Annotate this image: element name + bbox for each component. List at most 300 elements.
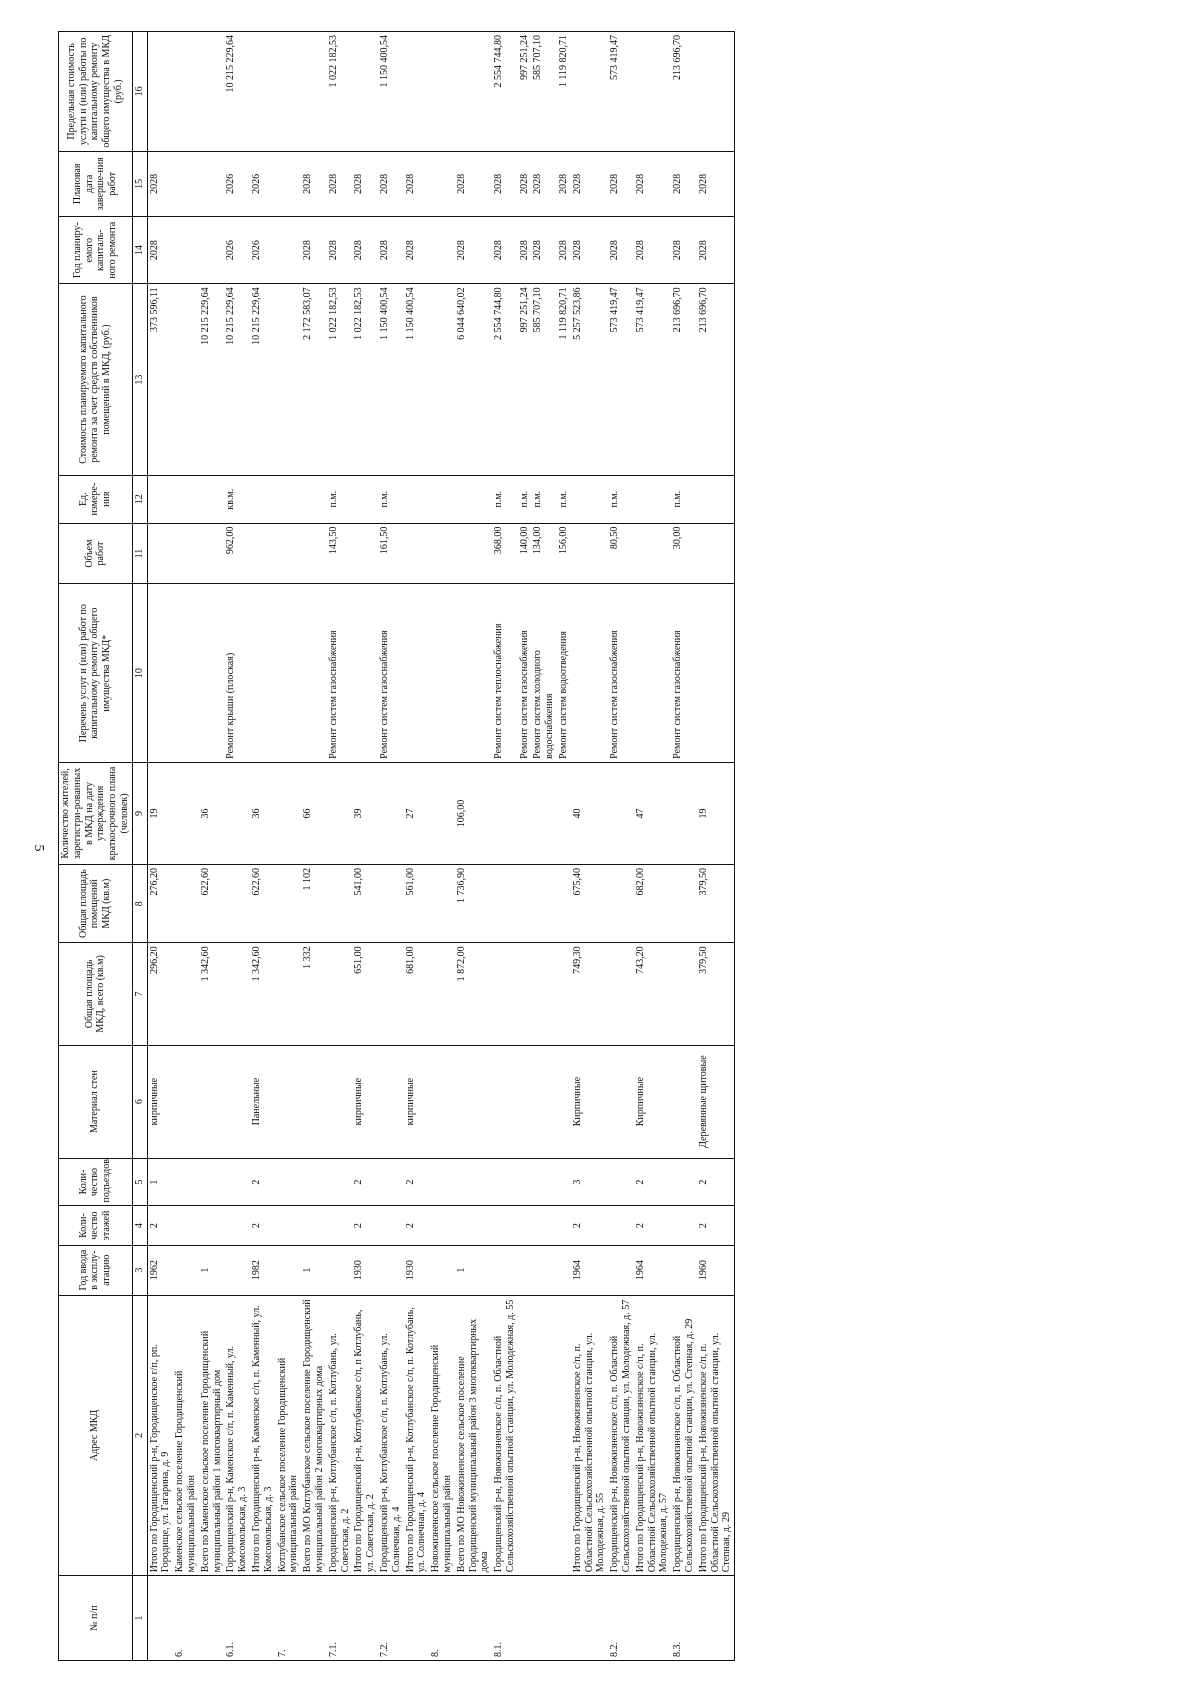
- cell-work-type: Ремонт систем газоснабжения: [671, 584, 697, 762]
- cell-completion-date: [173, 151, 199, 216]
- cell-unit: п.м.: [327, 475, 353, 523]
- cell-year-commissioned: 1982: [250, 1245, 276, 1295]
- cell-work-type: [455, 584, 492, 762]
- cell-row-number: 8.2.: [608, 1576, 634, 1661]
- cell-limit-cost: 1 022 182,53: [327, 32, 353, 152]
- cell-premises-area: [492, 865, 518, 943]
- cell-residents: [671, 762, 697, 864]
- cell-cost: 585 707,10: [531, 284, 557, 475]
- cell-year-commissioned: [492, 1245, 518, 1295]
- cell-total-area: [378, 943, 404, 1045]
- cell-volume: [571, 523, 608, 584]
- header-cell-unit: Ед. измере-ния: [59, 475, 133, 523]
- cell-repair-year: 2028: [634, 216, 671, 283]
- cell-address: Городищенский р-н, Котлубанское с/п, п. Котлубань, ул. Солнечная, д. 4: [378, 1295, 404, 1576]
- cell-year-commissioned: [276, 1245, 302, 1295]
- cell-volume: 156,00: [557, 523, 571, 584]
- cell-floors: [276, 1206, 302, 1245]
- cell-row-number: 7.2.: [378, 1576, 404, 1661]
- cell-volume: 140,00: [518, 523, 532, 584]
- cell-row-number: [571, 1576, 608, 1661]
- cell-limit-cost: [429, 32, 455, 152]
- cell-limit-cost: 1 119 820,71: [557, 32, 571, 152]
- cell-entrances: [301, 1158, 327, 1206]
- page-number: 5: [31, 844, 46, 852]
- table-row: [557, 32, 571, 1661]
- cell-wall-material: Деревянные щитовые: [697, 1045, 735, 1158]
- cell-entrances: [224, 1158, 250, 1206]
- cell-volume: 368,00: [492, 523, 518, 584]
- cell-cost: 373 596,11: [147, 284, 173, 475]
- cell-wall-material: [608, 1045, 634, 1158]
- cell-floors: [518, 1206, 532, 1245]
- cell-volume: 962,00: [224, 523, 250, 584]
- cell-completion-date: 2028: [378, 151, 404, 216]
- cell-total-area: [557, 943, 571, 1045]
- cell-row-number: [404, 1576, 430, 1661]
- cell-year-commissioned: [429, 1245, 455, 1295]
- cell-volume: [352, 523, 378, 584]
- cell-limit-cost: [276, 32, 302, 152]
- cell-entrances: [518, 1158, 532, 1206]
- cell-year-commissioned: 1: [301, 1245, 327, 1295]
- cell-repair-year: [429, 216, 455, 283]
- table-row: [173, 32, 199, 1661]
- cell-address: Всего по МО Новожизненское сельское поселение Городищенский муниципальный район 3 многоквартирных дома: [455, 1295, 492, 1576]
- header-cell-entrances: Коли-чество подъездов: [59, 1158, 133, 1206]
- cell-year-commissioned: 1: [199, 1245, 225, 1295]
- cell-entrances: [608, 1158, 634, 1206]
- cell-volume: 80,50: [608, 523, 634, 584]
- cell-wall-material: кирпичные: [352, 1045, 378, 1158]
- cell-address: Всего по Каменское сельское поселение Городищенский муниципальный район 1 многоквартирный дом: [199, 1295, 225, 1576]
- cell-cost: 2 554 744,80: [492, 284, 518, 475]
- cell-residents: 40: [571, 762, 608, 864]
- cell-entrances: [455, 1158, 492, 1206]
- cell-work-type: [276, 584, 302, 762]
- cell-residents: [608, 762, 634, 864]
- cell-residents: [173, 762, 199, 864]
- cell-unit: [455, 475, 492, 523]
- cell-floors: [224, 1206, 250, 1245]
- header-cell-repair-year: Год планиру-емого капиталь-ного ремонта: [59, 216, 133, 283]
- table-row: [455, 32, 492, 1661]
- column-number-cell: 13: [132, 284, 147, 475]
- cell-limit-cost: [404, 32, 430, 152]
- column-number-cell: 8: [132, 865, 147, 943]
- cell-completion-date: 2026: [224, 151, 250, 216]
- cell-limit-cost: 573 419,47: [608, 32, 634, 152]
- cell-cost: [276, 284, 302, 475]
- cell-floors: [608, 1206, 634, 1245]
- cell-address: Итого по Городищенский р-н, Новожизненское с/п, п. Областной Сельскохозяйственной опытной станции, ул. Молодежная, д. 55: [571, 1295, 608, 1576]
- cell-floors: 2: [147, 1206, 173, 1245]
- cell-limit-cost: [571, 32, 608, 152]
- cell-entrances: 2: [404, 1158, 430, 1206]
- cell-cost: 573 419,47: [634, 284, 671, 475]
- cell-address: Новожизненское сельское поселение Городищенский муниципальный район: [429, 1295, 455, 1576]
- cell-wall-material: [199, 1045, 225, 1158]
- header-cell-works-list: Перечень услуг и (или) работ по капитальному ремонту общего имущества МКД*: [59, 584, 133, 762]
- cell-wall-material: [378, 1045, 404, 1158]
- cell-work-type: Ремонт систем водоотведения: [557, 584, 571, 762]
- cell-row-number: [352, 1576, 378, 1661]
- cell-premises-area: [557, 865, 571, 943]
- cell-repair-year: 2028: [492, 216, 518, 283]
- cell-year-commissioned: [173, 1245, 199, 1295]
- cell-wall-material: [276, 1045, 302, 1158]
- cell-cost: [429, 284, 455, 475]
- cell-entrances: 2: [352, 1158, 378, 1206]
- column-number-cell: 2: [132, 1295, 147, 1576]
- cell-residents: [492, 762, 518, 864]
- cell-work-type: Ремонт крыши (плоская): [224, 584, 250, 762]
- cell-row-number: [301, 1576, 327, 1661]
- cell-year-commissioned: [557, 1245, 571, 1295]
- column-number-cell: 16: [132, 32, 147, 152]
- cell-limit-cost: 997 251,24: [518, 32, 532, 152]
- cell-cost: 573 419,47: [608, 284, 634, 475]
- header-cell-number: № п/п: [59, 1576, 133, 1661]
- table-row: [518, 32, 532, 1661]
- cell-residents: 106,00: [455, 762, 492, 864]
- cell-address: Всего по МО Котлубанское сельское поселение Городищенский муниципальный район 2 многоквартирных дома: [301, 1295, 327, 1576]
- cell-row-number: [697, 1576, 735, 1661]
- cell-wall-material: Кирпичные: [571, 1045, 608, 1158]
- cell-total-area: 379,50: [697, 943, 735, 1045]
- cell-floors: [455, 1206, 492, 1245]
- cell-wall-material: [492, 1045, 518, 1158]
- cell-unit: [404, 475, 430, 523]
- cell-repair-year: 2026: [250, 216, 276, 283]
- cell-work-type: [250, 584, 276, 762]
- cell-cost: 10 215 229,64: [224, 284, 250, 475]
- cell-completion-date: [429, 151, 455, 216]
- cell-unit: [352, 475, 378, 523]
- cell-year-commissioned: 1930: [404, 1245, 430, 1295]
- cell-completion-date: [199, 151, 225, 216]
- cell-floors: [429, 1206, 455, 1245]
- cell-repair-year: [276, 216, 302, 283]
- table-row: [378, 32, 404, 1661]
- column-number-cell: 4: [132, 1206, 147, 1245]
- cell-completion-date: 2028: [571, 151, 608, 216]
- header-cell-residents: Количество жителей, зарегистри-рованных в МКД на дату утверждения краткосрочного плана (человек): [59, 762, 133, 864]
- cell-residents: [557, 762, 571, 864]
- repair-plan-table: [58, 31, 735, 1661]
- cell-work-type: Ремонт систем газоснабжения: [518, 584, 532, 762]
- cell-premises-area: 561,00: [404, 865, 430, 943]
- cell-total-area: 1 332: [301, 943, 327, 1045]
- cell-volume: [199, 523, 225, 584]
- cell-total-area: 1 872,00: [455, 943, 492, 1045]
- cell-work-type: [697, 584, 735, 762]
- cell-wall-material: [429, 1045, 455, 1158]
- cell-total-area: 1 342,60: [199, 943, 225, 1045]
- cell-residents: 47: [634, 762, 671, 864]
- cell-unit: п.м.: [608, 475, 634, 523]
- cell-total-area: 681,00: [404, 943, 430, 1045]
- cell-volume: [429, 523, 455, 584]
- cell-unit: п.м.: [518, 475, 532, 523]
- cell-premises-area: [429, 865, 455, 943]
- cell-entrances: 2: [634, 1158, 671, 1206]
- cell-total-area: 1 342,60: [250, 943, 276, 1045]
- cell-floors: [671, 1206, 697, 1245]
- cell-limit-cost: 10 215 229,64: [224, 32, 250, 152]
- cell-year-commissioned: [608, 1245, 634, 1295]
- header-cell-cost: Стоимость планируемого капитального ремонта за счет средств собственников помещений в МКД, (руб.): [59, 284, 133, 475]
- cell-premises-area: 1 736,90: [455, 865, 492, 943]
- cell-volume: [147, 523, 173, 584]
- cell-cost: 1 022 182,53: [327, 284, 353, 475]
- cell-premises-area: [327, 865, 353, 943]
- cell-floors: 2: [634, 1206, 671, 1245]
- cell-limit-cost: [173, 32, 199, 152]
- table-header: [59, 32, 148, 1661]
- cell-cost: 10 215 229,64: [250, 284, 276, 475]
- cell-premises-area: [671, 865, 697, 943]
- cell-volume: [404, 523, 430, 584]
- column-number-row: [132, 32, 147, 1661]
- cell-cost: 6 044 640,02: [455, 284, 492, 475]
- cell-work-type: Ремонт систем теплоснабжения: [492, 584, 518, 762]
- cell-repair-year: 2028: [455, 216, 492, 283]
- cell-year-commissioned: 1: [455, 1245, 492, 1295]
- cell-completion-date: 2028: [671, 151, 697, 216]
- cell-unit: п.м.: [531, 475, 557, 523]
- cell-work-type: [404, 584, 430, 762]
- cell-address: Итого по Городищенский р-н, Новожизненское с/п, п. Областной Сельскохозяйственной опытной станции, ул. Молодежная, д. 57: [634, 1295, 671, 1576]
- cell-repair-year: [173, 216, 199, 283]
- cell-work-type: [199, 584, 225, 762]
- cell-total-area: 743,20: [634, 943, 671, 1045]
- column-number-cell: 14: [132, 216, 147, 283]
- cell-limit-cost: [250, 32, 276, 152]
- cell-cost: 997 251,24: [518, 284, 532, 475]
- cell-year-commissioned: 1964: [571, 1245, 608, 1295]
- cell-address: Итого по Городищенский р-н, Котлубанское с/п, п Котлубань, ул. Советская, д. 2: [352, 1295, 378, 1576]
- cell-residents: [327, 762, 353, 864]
- cell-cost: 213 696,70: [671, 284, 697, 475]
- header-row: [59, 32, 133, 1661]
- cell-limit-cost: 1 150 400,54: [378, 32, 404, 152]
- cell-cost: 1 150 400,54: [378, 284, 404, 475]
- cell-wall-material: кирпичные: [147, 1045, 173, 1158]
- cell-volume: [250, 523, 276, 584]
- cell-cost: 213 696,70: [697, 284, 735, 475]
- cell-work-type: [352, 584, 378, 762]
- table-row: [352, 32, 378, 1661]
- cell-repair-year: 2028: [557, 216, 571, 283]
- cell-address: Городищенский р-н, Каменское с/п, п. Каменный, ул. Комсомольская, д. 3: [224, 1295, 250, 1576]
- cell-total-area: 651,00: [352, 943, 378, 1045]
- cell-cost: [173, 284, 199, 475]
- cell-residents: 36: [250, 762, 276, 864]
- cell-total-area: [492, 943, 518, 1045]
- cell-floors: 2: [697, 1206, 735, 1245]
- header-cell-address: Адрес МКД: [59, 1295, 133, 1576]
- cell-year-commissioned: [531, 1245, 557, 1295]
- cell-address: Котлубанское сельское поселение Городищенский муниципальный район: [276, 1295, 302, 1576]
- cell-work-type: [571, 584, 608, 762]
- cell-floors: 2: [404, 1206, 430, 1245]
- cell-unit: п.м.: [492, 475, 518, 523]
- cell-work-type: [173, 584, 199, 762]
- cell-row-number: 8.: [429, 1576, 455, 1661]
- cell-total-area: [224, 943, 250, 1045]
- table-row: [327, 32, 353, 1661]
- cell-floors: [173, 1206, 199, 1245]
- cell-unit: [147, 475, 173, 523]
- cell-work-type: Ремонт систем газоснабжения: [327, 584, 353, 762]
- cell-total-area: 749,30: [571, 943, 608, 1045]
- cell-volume: [697, 523, 735, 584]
- cell-residents: [378, 762, 404, 864]
- cell-wall-material: Кирпичные: [634, 1045, 671, 1158]
- column-number-cell: 1: [132, 1576, 147, 1661]
- cell-limit-cost: [301, 32, 327, 152]
- table-row: [571, 32, 608, 1661]
- cell-repair-year: 2028: [147, 216, 173, 283]
- cell-cost: 1 119 820,71: [557, 284, 571, 475]
- table-row: [250, 32, 276, 1661]
- cell-work-type: [301, 584, 327, 762]
- header-cell-floors: Коли-чество этажей: [59, 1206, 133, 1245]
- cell-row-number: 7.: [276, 1576, 302, 1661]
- cell-wall-material: [224, 1045, 250, 1158]
- cell-premises-area: 622,60: [250, 865, 276, 943]
- header-cell-year-commissioned: Год ввода в эксплу-атацию: [59, 1245, 133, 1295]
- cell-unit: [429, 475, 455, 523]
- cell-entrances: 1: [147, 1158, 173, 1206]
- cell-address: Городищенский р-н, Новожизненское с/п, п. Областной Сельскохозяйственной опытной станции, ул. Молодежная, д. 55: [492, 1295, 518, 1576]
- cell-residents: 36: [199, 762, 225, 864]
- cell-entrances: [557, 1158, 571, 1206]
- cell-row-number: [455, 1576, 492, 1661]
- cell-repair-year: 2028: [531, 216, 557, 283]
- cell-total-area: [327, 943, 353, 1045]
- cell-repair-year: 2028: [404, 216, 430, 283]
- cell-residents: [224, 762, 250, 864]
- cell-address: Итого по Городищенский р-н, Новожизненское с/п, п. Областной Сельскохозяйственной опытной станции, ул. Степная, д. 29: [697, 1295, 735, 1576]
- cell-floors: 2: [352, 1206, 378, 1245]
- cell-completion-date: 2028: [147, 151, 173, 216]
- cell-unit: [276, 475, 302, 523]
- header-cell-total-area: Общая площадь МКД, всего (кв.м): [59, 943, 133, 1045]
- column-number-cell: 5: [132, 1158, 147, 1206]
- cell-total-area: [173, 943, 199, 1045]
- cell-work-type: [147, 584, 173, 762]
- cell-residents: 66: [301, 762, 327, 864]
- cell-entrances: [327, 1158, 353, 1206]
- cell-wall-material: [671, 1045, 697, 1158]
- cell-repair-year: [199, 216, 225, 283]
- cell-floors: [199, 1206, 225, 1245]
- cell-repair-year: 2028: [301, 216, 327, 283]
- cell-unit: кв.м.: [224, 475, 250, 523]
- cell-year-commissioned: [327, 1245, 353, 1295]
- cell-completion-date: 2028: [697, 151, 735, 216]
- column-number-cell: 9: [132, 762, 147, 864]
- table-row: [492, 32, 518, 1661]
- table-row: [634, 32, 671, 1661]
- cell-completion-date: 2028: [352, 151, 378, 216]
- cell-volume: [276, 523, 302, 584]
- cell-repair-year: 2028: [671, 216, 697, 283]
- cell-row-number: 6.1.: [224, 1576, 250, 1661]
- cell-address: Итого по Городищенский р-н, Котлубанское с/п, п. Котлубань, ул. Солнечная, д. 4: [404, 1295, 430, 1576]
- cell-entrances: [671, 1158, 697, 1206]
- cell-wall-material: [518, 1045, 532, 1158]
- cell-row-number: 6.: [173, 1576, 199, 1661]
- header-cell-limit-cost: Предельная стоимость услуги и (или) работы по капитальному ремонту общего имущества в МКД (руб.): [59, 32, 133, 152]
- cell-total-area: [429, 943, 455, 1045]
- cell-year-commissioned: [378, 1245, 404, 1295]
- cell-repair-year: 2028: [571, 216, 608, 283]
- cell-cost: 2 172 583,07: [301, 284, 327, 475]
- cell-volume: [634, 523, 671, 584]
- cell-address: [557, 1295, 571, 1576]
- cell-work-type: [634, 584, 671, 762]
- cell-total-area: [608, 943, 634, 1045]
- cell-row-number: 7.1.: [327, 1576, 353, 1661]
- cell-total-area: 296,20: [147, 943, 173, 1045]
- cell-residents: [429, 762, 455, 864]
- cell-floors: [531, 1206, 557, 1245]
- cell-premises-area: [608, 865, 634, 943]
- cell-year-commissioned: 1964: [634, 1245, 671, 1295]
- cell-year-commissioned: 1962: [147, 1245, 173, 1295]
- cell-limit-cost: [455, 32, 492, 152]
- cell-unit: [173, 475, 199, 523]
- cell-row-number: [147, 1576, 173, 1661]
- cell-unit: п.м.: [671, 475, 697, 523]
- cell-completion-date: 2028: [608, 151, 634, 216]
- table-row: [404, 32, 430, 1661]
- cell-wall-material: [557, 1045, 571, 1158]
- cell-work-type: [429, 584, 455, 762]
- cell-work-type: Ремонт систем газоснабжения: [378, 584, 404, 762]
- cell-floors: [378, 1206, 404, 1245]
- cell-cost: 5 257 523,86: [571, 284, 608, 475]
- cell-completion-date: [276, 151, 302, 216]
- cell-unit: [571, 475, 608, 523]
- column-number-cell: 10: [132, 584, 147, 762]
- cell-repair-year: 2028: [327, 216, 353, 283]
- header-cell-wall-material: Материал стен: [59, 1045, 133, 1158]
- table-row: [301, 32, 327, 1661]
- cell-completion-date: 2028: [327, 151, 353, 216]
- cell-residents: 19: [147, 762, 173, 864]
- cell-residents: 27: [404, 762, 430, 864]
- cell-completion-date: 2028: [634, 151, 671, 216]
- cell-premises-area: 675,40: [571, 865, 608, 943]
- column-number-cell: 15: [132, 151, 147, 216]
- cell-limit-cost: [147, 32, 173, 152]
- table-row: [224, 32, 250, 1661]
- cell-total-area: [531, 943, 557, 1045]
- cell-entrances: [378, 1158, 404, 1206]
- cell-limit-cost: [199, 32, 225, 152]
- table-row: [531, 32, 557, 1661]
- cell-wall-material: кирпичные: [404, 1045, 430, 1158]
- cell-unit: п.м.: [557, 475, 571, 523]
- cell-year-commissioned: [671, 1245, 697, 1295]
- cell-unit: [634, 475, 671, 523]
- cell-unit: [301, 475, 327, 523]
- cell-address: [531, 1295, 557, 1576]
